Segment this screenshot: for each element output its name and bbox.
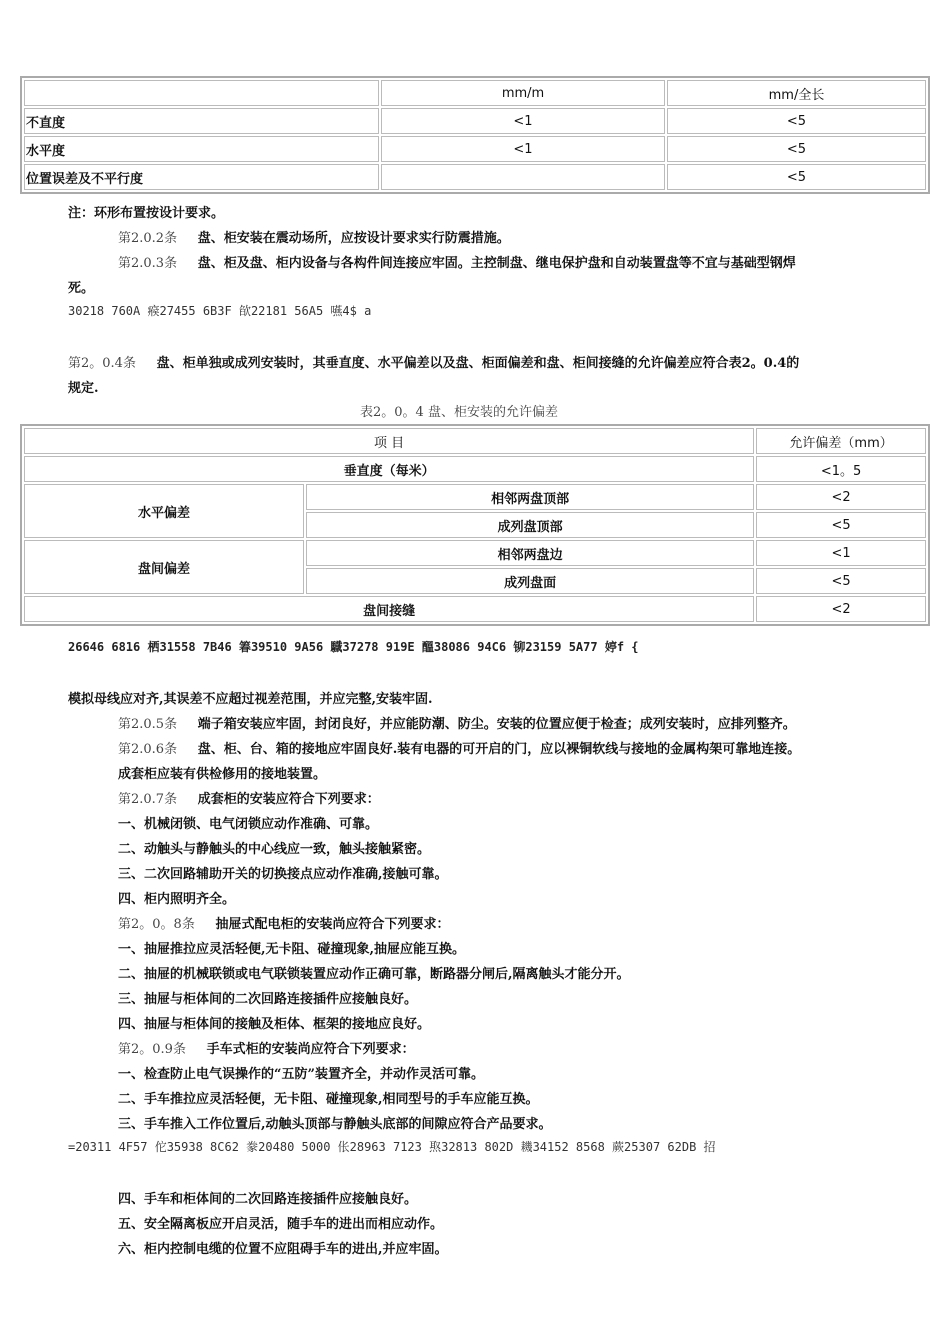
table1-row-label: 不直度 — [24, 108, 379, 134]
list-item: 一、机械闭锁、电气闭锁应动作准确、可靠。 — [118, 817, 379, 832]
row-joint-value: <2 — [756, 596, 926, 622]
list-item: 二、动触头与静触头的中心线应一致，触头接触紧密。 — [118, 842, 431, 857]
list-item: 三、抽屉与柜体间的二次回路连接插件应接触良好。 — [118, 992, 418, 1007]
clause-number: 第2.0.5条 — [118, 717, 178, 732]
row-panel-dev-sub2: 成列盘面 — [306, 568, 754, 594]
row-vertical-label: 垂直度（每米） — [24, 456, 754, 482]
garbled-code-line: =20311 4F57 佗35938 8C62 豢20480 5000 伥28963 7123 焣32813 802D 耭34152 8568 蕨25307 62DB 招 — [68, 1140, 716, 1154]
list-item: 三、二次回路辅助开关的切换接点应动作准确,接触可靠。 — [118, 867, 448, 882]
row-horizontal-val1: <2 — [756, 484, 926, 510]
clause-2-0-3 — [118, 252, 796, 271]
clause-2-0-4 — [68, 352, 799, 371]
table1-header-per-m: mm/m — [381, 80, 665, 106]
garbled-code-line: 30218 760A 瘊27455 6B3F 欿22181 56A5 嚥4$ a — [68, 304, 372, 318]
clause-text: 成套柜的安装应符合下列要求： — [197, 792, 380, 807]
row-panel-dev-label: 盘间偏差 — [24, 540, 304, 594]
list-item: 四、手车和柜体间的二次回路连接插件应接触良好。 — [118, 1192, 418, 1207]
row-horizontal-sub1: 相邻两盘顶部 — [306, 484, 754, 510]
table1-header-item — [24, 80, 379, 106]
list-item: 五、安全隔离板应开启灵活，随手车的进出而相应动作。 — [118, 1217, 444, 1232]
clause-number: 第2.0.7条 — [118, 792, 178, 807]
clause-2-0-3-continued: 死。 — [68, 281, 95, 296]
table1-cell: <5 — [667, 108, 926, 134]
clause-2-0-8 — [118, 913, 450, 932]
clause-text: 盘、柜单独或成列安装时，其垂直度、水平偏差以及盘、柜面偏差和盘、柜间接缝的允许偏差应符合表2。0.4的 — [156, 356, 800, 371]
clause-2-0-4-continued: 规定. — [68, 381, 99, 396]
list-item: 四、抽屉与柜体间的接触及柜体、框架的接地应良好。 — [118, 1017, 431, 1032]
clause-2-0-5 — [118, 713, 796, 732]
clause-2-0-2 — [118, 227, 510, 246]
list-item: 六、柜内控制电缆的位置不应阻碍手车的进出,并应牢固。 — [118, 1242, 448, 1257]
clause-2-0-9 — [118, 1038, 415, 1057]
clause-number: 第2.0.6条 — [118, 742, 178, 757]
row-horizontal-label: 水平偏差 — [24, 484, 304, 538]
table1-header-total: mm/全长 — [667, 80, 926, 106]
clause-number: 第2。0.4条 — [68, 356, 136, 371]
clause-text: 端子箱安装应牢固，封闭良好，并应能防潮、防尘。安装的位置应便于检查；成列安装时，应排列整齐。 — [197, 717, 796, 732]
clause-number: 第2。0.9条 — [118, 1042, 186, 1057]
table1-cell: <1 — [381, 136, 665, 162]
list-item: 一、检查防止电气误操作的“五防”装置齐全，并动作灵活可靠。 — [118, 1067, 484, 1082]
clause-text: 盘、柜安装在震动场所，应按设计要求实行防震措施。 — [197, 231, 510, 246]
table2-header-item: 项 目 — [24, 428, 754, 454]
row-panel-dev-val1: <1 — [756, 540, 926, 566]
clause-2-0-6 — [118, 738, 800, 757]
table1-cell: <1 — [381, 108, 665, 134]
list-item: 二、手车推拉应灵活轻便，无卡阻、碰撞现象,相同型号的手车应能互换。 — [118, 1092, 539, 1107]
list-item: 四、柜内照明齐全。 — [118, 892, 236, 907]
clause-text: 盘、柜及盘、柜内设备与各构件间连接应牢固。主控制盘、继电保护盘和自动装置盘等不宜与基础型钢焊 — [197, 256, 796, 271]
table1-row-label: 水平度 — [24, 136, 379, 162]
clause-number: 第2.0.3条 — [118, 256, 178, 271]
list-item: 二、抽屉的机械联锁或电气联锁装置应动作正确可靠，断路器分闸后,隔离触头才能分开。 — [118, 967, 630, 982]
row-panel-dev-sub1: 相邻两盘边 — [306, 540, 754, 566]
table1-cell — [381, 164, 665, 190]
garbled-code-line: 26646 6816 栖31558 7B46 箺39510 9A56 驖37278 919E 醞38086 94C6 铆23159 5A77 婷f { — [68, 640, 639, 654]
list-item: 三、手车推入工作位置后,动触头顶部与静触头底部的间隙应符合产品要求。 — [118, 1117, 552, 1132]
table1-row-label: 位置误差及不平行度 — [24, 164, 379, 190]
row-horizontal-val2: <5 — [756, 512, 926, 538]
busbar-line: 模拟母线应对齐,其误差不应超过视差范围，并应完整,安装牢固. — [68, 692, 433, 707]
clause-text: 抽屉式配电柜的安装尚应符合下列要求： — [215, 917, 450, 932]
table2-header-value: 允许偏差（mm） — [756, 428, 926, 454]
table-caption: 表2。0。4 盘、柜安装的允许偏差 — [360, 405, 558, 420]
note: 注：环形布置按设计要求。 — [68, 206, 225, 221]
clause-number: 第2。0。8条 — [118, 917, 195, 932]
clause-text: 手车式柜的安装尚应符合下列要求： — [206, 1042, 415, 1057]
row-horizontal-sub2: 成列盘顶部 — [306, 512, 754, 538]
table1-cell: <5 — [667, 136, 926, 162]
row-joint-label: 盘间接缝 — [24, 596, 754, 622]
list-item: 一、抽屉推拉应灵活轻便,无卡阻、碰撞现象,抽屉应能互换。 — [118, 942, 466, 957]
tolerance-table-1 — [20, 76, 930, 194]
clause-number: 第2.0.2条 — [118, 231, 178, 246]
clause-text: 盘、柜、台、箱的接地应牢固良好.装有电器的可开启的门，应以裸铜软线与接地的金属构架可靠地连接。 — [197, 742, 801, 757]
row-panel-dev-val2: <5 — [756, 568, 926, 594]
clause-2-0-7 — [118, 788, 380, 807]
table1-cell: <5 — [667, 164, 926, 190]
tolerance-table-2 — [20, 424, 930, 626]
clause-2-0-6-continued: 成套柜应装有供检修用的接地装置。 — [118, 767, 327, 782]
row-vertical-value: <1。5 — [756, 456, 926, 482]
